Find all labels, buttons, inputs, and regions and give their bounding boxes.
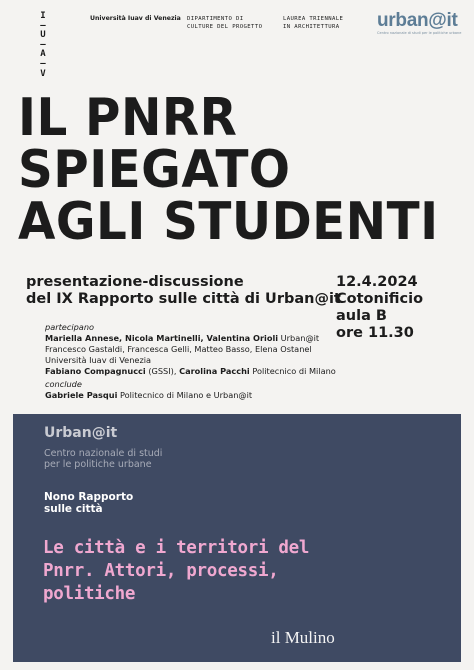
book-cover <box>13 414 461 662</box>
iuav-letter: I <box>40 11 46 21</box>
urbanit-logo <box>377 10 461 35</box>
book-title: Le città e i territori del Pnrr. Attori, processi, politiche <box>43 538 310 604</box>
participants-block <box>45 322 336 377</box>
book-series: Nono Rapporto sulle città <box>44 491 134 515</box>
department-name: DIPARTIMENTO DI CULTURE DEL PROGETTO <box>187 16 263 30</box>
title-line: IL PNRR <box>18 88 238 148</box>
event-time: ore 11.30 <box>336 325 414 341</box>
book-brand-subtitle: Centro nazionale di studi per le politiche urbane <box>44 448 163 470</box>
participants-line: Francesco Gastaldi, Francesca Gelli, Matteo Basso, Elena Ostanel <box>45 344 312 354</box>
poster-title <box>18 88 439 252</box>
iuav-dash: – <box>40 39 46 50</box>
logo-wordmark: urban@it <box>377 10 458 31</box>
iuav-letter: U <box>40 30 46 41</box>
event-room: aula B <box>336 308 387 324</box>
iuav-letter: A <box>40 49 46 60</box>
degree-name: LAUREA TRIENNALE IN ARCHITETTURA <box>283 16 344 30</box>
logo-subtitle: Centro nazionale di studi per le politiche urbane <box>377 31 462 35</box>
title-line: AGLI STUDENTI <box>18 192 439 252</box>
event-date: 12.4.2024 <box>336 274 418 290</box>
event-subtitle: presentazione-discussione del IX Rapporto sulle città di Urban@it <box>26 274 341 307</box>
participants-line: Mariella Annese, Nicola Martinelli, Valentina Orioli Urban@it <box>45 333 320 343</box>
book-brand: Urban@it <box>44 425 118 441</box>
participants-line: Università Iuav di Venezia <box>45 355 152 365</box>
event-details <box>336 274 423 342</box>
participants-label: partecipano <box>45 322 95 332</box>
participants-line: Fabiano Compagnucci (GSSI), Carolina Pacchi Politecnico di Milano <box>45 366 336 376</box>
event-venue: Cotonificio <box>336 291 424 307</box>
iuav-logo <box>36 12 50 79</box>
conclusion-label: conclude <box>45 379 82 389</box>
iuav-dash: – <box>40 20 46 31</box>
title-line: SPIEGATO <box>18 140 291 200</box>
university-name: Università Iuav di Venezia <box>90 15 181 22</box>
publisher-logo: il Mulino <box>271 628 335 647</box>
iuav-letter: V <box>40 68 46 79</box>
conclusion-line: Gabriele Pasqui Politecnico di Milano e Urban@it <box>45 390 253 400</box>
iuav-dash: – <box>40 58 46 69</box>
conclusion-block <box>45 379 252 401</box>
